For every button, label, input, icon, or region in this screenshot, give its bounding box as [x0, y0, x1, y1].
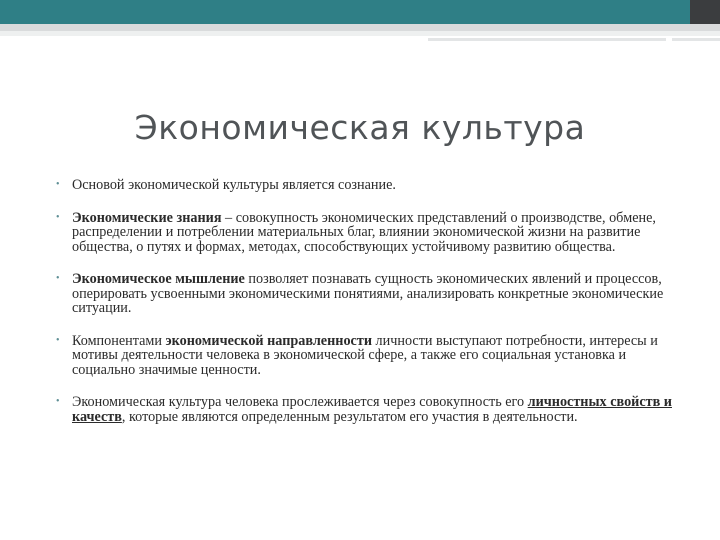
header-band-dark — [690, 0, 720, 24]
bullet-text: личности выступают потребности, интересы и мотивы деятельности человека в экономической сфере, а также его социальная установка и социально значимые ценности. — [72, 332, 658, 378]
bullet-item-3 — [56, 272, 676, 316]
bullet-dot-icon: • — [56, 211, 60, 223]
bullet-item-4 — [56, 334, 676, 378]
bullet-term: экономической направленности — [165, 332, 372, 349]
slide-title: Экономическая культура — [134, 108, 586, 147]
header-band-teal — [0, 0, 690, 24]
bullet-dot-icon: • — [56, 396, 60, 407]
bullet-item-5 — [56, 395, 676, 424]
bullet-text: Компонентами — [72, 332, 166, 349]
bullet-list — [56, 178, 676, 442]
bullet-term: Экономическое мышление — [72, 271, 245, 287]
bullet-text: Основой экономической культуры является сознание. — [72, 177, 396, 193]
bullet-dot-icon: • — [56, 334, 60, 346]
header-accent-line — [428, 38, 666, 41]
header-band-light — [0, 31, 720, 36]
bullet-text: , которые являются определенным результатом его участия в деятельности. — [121, 408, 578, 425]
bullet-dot-icon: • — [56, 273, 60, 284]
header-band-sub — [0, 24, 720, 31]
header-accent-line-2 — [672, 38, 720, 41]
bullet-item-2 — [56, 211, 676, 255]
bullet-term: Экономические знания — [72, 209, 222, 226]
bullet-text: Экономическая культура человека прослеживается через совокупность его — [72, 394, 528, 410]
bullet-text: – совокупность экономических представлений о производстве, обмене, распределении и потреблении материальных благ, влиянии экономической жизни на развитие общества, о путях и формах, методах, способствующих устойчивому развитию общества. — [72, 209, 656, 255]
bullet-text: позволяет познавать сущность экономических явлений и процессов, оперировать усвоенными экономическими понятиями, анализировать конкретные экономические ситуации. — [72, 271, 664, 316]
bullet-dot-icon: • — [56, 179, 60, 190]
bullet-item-1 — [56, 178, 676, 193]
bullet-term: личностных свойств и качеств — [72, 394, 672, 425]
